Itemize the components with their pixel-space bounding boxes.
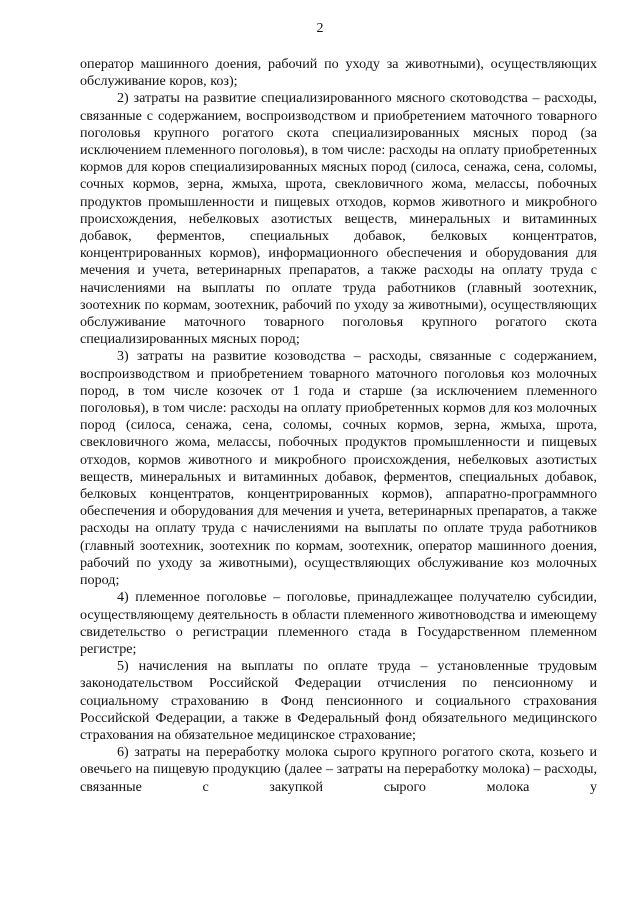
paragraph-item-5: 5) начисления на выплаты по оплате труда – установленные трудовым законодательством Российской Федерации отчисления по пенсионному и социальному страхованию в Фонд пенсионного и социального страхования Российской Федерации, а также в Федеральный фонд обязательного медицинского страхования на обязательное медицинское страхование;	[80, 658, 597, 743]
page-number: 2	[316, 21, 324, 36]
paragraph-item-4: 4) племенное поголовье – поголовье, принадлежащее получателю субсидии, осуществляющему деятельность в области племенного животноводства и имеющему свидетельство о регистрации племенного стада в Государственном племенном регистре;	[80, 589, 597, 657]
paragraph-item-3: 3) затраты на развитие козоводства – расходы, связанные с содержанием, воспроизводством и приобретением товарного маточного поголовья коз молочных пород, в том числе козочек от 1 года и старше (за исключением племенного поголовья), в том числе: расходы на оплату приобретенных кормов для коз молочных пород (силоса, сенажа, сена, соломы, сочных кормов, зерна, жмыха, шрота, свекловичного жома, мелассы, побочных продуктов промышленности и пищевых отходов, кормов животного и микробного происхождения, небелковых азотистых веществ, минеральных и витаминных добавок, ферментов, специальных добавок, белковых концентратов, концентрированных кормов), аппаратно-программного обеспечения и оборудования для мечения и учета, ветеринарных препаратов, а также расходы на оплату труда с начислениями на выплаты по оплате труда работников (главный зоотехник, зоотехник по кормам, зоотехник, оператор машинного доения, рабочий по уходу за животными), осуществляющих обслуживание коз молочных пород;	[80, 348, 597, 589]
paragraph-continuation: оператор машинного доения, рабочий по уходу за животными), осуществляющих обслуживание коров, коз);	[80, 56, 597, 90]
paragraph-item-2: 2) затраты на развитие специализированного мясного скотоводства – расходы, связанные с содержанием, воспроизводством и приобретением маточного товарного поголовья крупного рогатого скота специализированных мясных пород (за исключением племенного поголовья), в том числе: расходы на оплату приобретенных кормов для коров специализированных мясных пород (силоса, сенажа, сена, соломы, сочных кормов, зерна, жмыха, шрота, свекловичного жома, мелассы, побочных продуктов промышленности и пищевых отходов, кормов животного и микробного происхождения, небелковых азотистых веществ, минеральных и витаминных добавок, ферментов, специальных добавок, белковых концентратов, концентрированных кормов), информационного обеспечения и оборудования для мечения и учета, ветеринарных препаратов, а также расходы на оплату труда с начислениями на выплаты по оплате труда работников (главный зоотехник, зоотехник по кормам, зоотехник, рабочий по уходу за животными), осуществляющих обслуживание маточного товарного поголовья крупного рогатого скота специализированных мясных пород;	[80, 90, 597, 348]
paragraph-item-6: 6) затраты на переработку молока сырого крупного рогатого скота, козьего и овечьего на пищевую продукцию (далее – затраты на переработку молока) – расходы, связанные с закупкой сырого молока у	[80, 744, 597, 795]
document-body	[80, 56, 597, 796]
